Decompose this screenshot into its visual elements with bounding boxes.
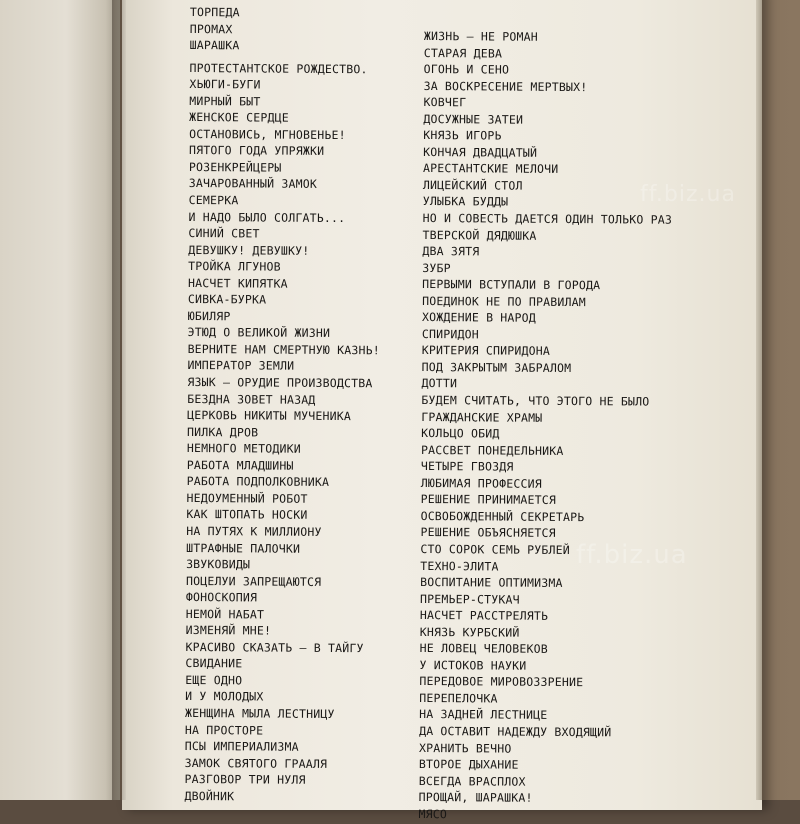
toc-entry: ХОЖДЕНИЕ В НАРОД [421, 310, 537, 326]
toc-entry: СЕМЕРКА [188, 193, 239, 208]
toc-entry: РЕШЕНИЕ ОБЪЯСНЯЕТСЯ [420, 525, 556, 541]
toc-entry: ПРОМАХ [189, 21, 233, 36]
watermark-bottom: ff.biz.ua [576, 540, 688, 570]
toc-entry: ШАРАШКА [189, 38, 240, 53]
toc-entry: ВОСПИТАНИЕ ОПТИМИЗМА [420, 575, 563, 591]
toc-entry: РАБОТА МЛАДШИНЫ [186, 457, 294, 473]
toc-entry: ДВОЙНИК [184, 788, 235, 804]
toc-entry: ПЯТОГО ГОДА УПРЯЖКИ [188, 143, 325, 159]
toc-entry: ЖИЗНЬ — НЕ РОМАН [423, 28, 538, 44]
toc-entry: СВИДАНИЕ [185, 656, 243, 671]
toc-entry: ГРАЖДАНСКИЕ ХРАМЫ [421, 409, 543, 425]
toc-entry: ПОД ЗАКРЫТЫМ ЗАБРАЛОМ [421, 359, 572, 375]
left-page [0, 0, 120, 800]
toc-entry: ПРОЩАЙ, ШАРАШКА! [418, 790, 533, 805]
toc-entry: НА ЗАДНЕЙ ЛЕСТНИЦЕ [419, 707, 548, 723]
toc-entry: ТВЕРСКОЙ ДЯДЮШКА [422, 227, 537, 243]
toc-entry: ЛИЦЕЙСКИЙ СТОЛ [422, 177, 523, 193]
toc-entry: СИНИЙ СВЕТ [188, 226, 260, 241]
toc-entry: ПОЕДИНОК НЕ ПО ПРАВИЛАМ [422, 293, 586, 309]
toc-entry: СИВКА-БУРКА [187, 292, 267, 307]
toc-entry: ВТОРОЕ ДЫХАНИЕ [418, 757, 519, 772]
toc-entry: БЕЗДНА ЗОВЕТ НАЗАД [187, 391, 316, 407]
book-gutter-shadow [112, 0, 126, 800]
toc-entry: ДОСУЖНЫЕ ЗАТЕИ [423, 111, 524, 127]
toc-entry: ПРОТЕСТАНТСКОЕ РОЖДЕСТВО. [189, 60, 368, 76]
toc-entry: ПИЛКА ДРОВ [186, 424, 259, 440]
toc-entry: ЦЕРКОВЬ НИКИТЫ МУЧЕНИКА [187, 408, 352, 424]
toc-entry: ЖЕНЩИНА МЫЛА ЛЕСТНИЦУ [185, 705, 335, 721]
toc-entry: ПРЕМЬЕР-СТУКАЧ [419, 591, 520, 607]
toc-entry: РАБОТА ПОДПОЛКОВНИКА [186, 474, 330, 490]
page-edge [756, 0, 762, 800]
toc-entry: ДА ОСТАВИТ НАДЕЖДУ ВХОДЯЩИЙ [419, 723, 612, 740]
toc-entry: ЛЮБИМАЯ ПРОФЕССИЯ [420, 475, 542, 491]
toc-entry: НА ПРОСТОРЕ [184, 722, 264, 738]
toc-entry: КОЛЬЦО ОБИД [421, 426, 500, 441]
toc-entry: И У МОЛОДЫХ [185, 689, 264, 704]
toc-entry: ЗУБР [422, 260, 451, 275]
toc-entry: ТЕХНО-ЭЛИТА [420, 558, 499, 574]
toc-entry: ЭТЮД О ВЕЛИКОЙ ЖИЗНИ [187, 325, 331, 341]
toc-entry: ЮБИЛЯР [187, 308, 231, 324]
toc-entry: РОЗЕНКРЕЙЦЕРЫ [188, 159, 282, 175]
toc-entry: ТОРПЕДА [189, 4, 240, 20]
toc-entry: ПЕРЕПЕЛОЧКА [419, 690, 498, 706]
toc-entry: ЗАЧАРОВАННЫЙ ЗАМОК [188, 176, 318, 192]
toc-entry: НЕМНОГО МЕТОДИКИ [186, 441, 301, 457]
toc-entry: НО И СОВЕСТЬ ДАЕТСЯ ОДИН ТОЛЬКО РАЗ [422, 211, 673, 227]
toc-entry: НАСЧЕТ КИПЯТКА [188, 275, 288, 291]
toc-entry: ЧЕТЫРЕ ГВОЗДЯ [420, 459, 514, 474]
toc-entry: ШТРАФНЫЕ ПАЛОЧКИ [186, 540, 301, 556]
toc-entry: ПОЦЕЛУИ ЗАПРЕЩАЮТСЯ [185, 573, 322, 589]
toc-entry: НАСЧЕТ РАССТРЕЛЯТЬ [419, 608, 549, 624]
toc-entry: ЗА ВОСКРЕСЕНИЕ МЕРТВЫХ! [423, 78, 588, 94]
toc-entry: ОГОНЬ И СЕНО [423, 62, 510, 77]
toc-entry: СПИРИДОН [421, 326, 479, 342]
toc-entry: УЛЫБКА БУДДЫ [422, 194, 509, 210]
toc-entry: СТО СОРОК СЕМЬ РУБЛЕЙ [420, 541, 571, 557]
toc-entry: КРАСИВО СКАЗАТЬ — В ТАЙГУ [185, 639, 364, 656]
toc-entry: И НАДО БЫЛО СОЛГАТЬ... [188, 209, 346, 225]
toc-entry: НА ПУТЯХ К МИЛЛИОНУ [186, 523, 322, 539]
toc-entry: ЕЩЕ ОДНО [185, 672, 243, 688]
toc-entry: ИМПЕРАТОР ЗЕМЛИ [187, 358, 295, 374]
toc-entry: КАК ШТОПАТЬ НОСКИ [186, 507, 308, 523]
toc-entry: ВСЕГДА ВРАСПЛОХ [418, 773, 526, 789]
toc-entry: ОСВОБОЖДЕННЫЙ СЕКРЕТАРЬ [420, 508, 585, 524]
toc-entry: ЯЗЫК — ОРУДИЕ ПРОИЗВОДСТВА [187, 375, 373, 391]
toc-entry: НЕДОУМЕННЫЙ РОБОТ [186, 490, 308, 506]
toc-entry: АРЕСТАНТСКИЕ МЕЛОЧИ [422, 161, 559, 177]
toc-entry: КОВЧЕГ [423, 95, 467, 110]
toc-entry: СТАРАЯ ДЕВА [423, 45, 503, 61]
toc-entry: ПСЫ ИМПЕРИАЛИЗМА [184, 739, 299, 754]
toc-entry: КНЯЗЬ КУРБСКИЙ [419, 624, 520, 640]
toc-left-column [184, 4, 382, 806]
toc-entry: ДОТТИ [421, 376, 458, 391]
toc-entry: ЗВУКОВИДЫ [186, 557, 251, 572]
toc-entry: МИРНЫЙ БЫТ [189, 93, 261, 109]
toc-entry: ПЕРВЫМИ ВСТУПАЛИ В ГОРОДА [422, 277, 601, 293]
toc-entry: КОНЧАЯ ДВАДЦАТЫЙ [423, 144, 538, 160]
toc-entry: ЗАМОК СВЯТОГО ГРААЛЯ [184, 755, 328, 771]
toc-entry: РАССВЕТ ПОНЕДЕЛЬНИКА [421, 442, 564, 458]
toc-entry: РАЗГОВОР ТРИ НУЛЯ [184, 772, 306, 787]
toc-right-column [418, 28, 673, 824]
toc-entry: ТРОЙКА ЛГУНОВ [188, 259, 281, 274]
toc-entry: У ИСТОКОВ НАУКИ [419, 657, 527, 673]
toc-entry: РЕШЕНИЕ ПРИНИМАЕТСЯ [420, 492, 557, 508]
watermark-top: ff.biz.ua [640, 182, 736, 207]
toc-entry: КРИТЕРИЯ СПИРИДОНА [421, 343, 551, 359]
toc-entry: ДЕВУШКУ! ДЕВУШКУ! [188, 242, 310, 258]
toc-entry: ХЬЮГИ-БУГИ [189, 77, 261, 92]
toc-entry: ПЕРЕДОВОЕ МИРОВОЗЗРЕНИЕ [419, 674, 584, 690]
toc-entry: НЕ ЛОВЕЦ ЧЕЛОВЕКОВ [419, 641, 548, 657]
toc-entry: БУДЕМ СЧИТАТЬ, ЧТО ЭТОГО НЕ БЫЛО [421, 393, 650, 409]
toc-entry: ХРАНИТЬ ВЕЧНО [418, 740, 512, 756]
toc-entry: НЕМОЙ НАБАТ [185, 606, 265, 622]
toc-entry: ЖЕНСКОЕ СЕРДЦЕ [189, 110, 289, 125]
toc-entry: ДВА ЗЯТЯ [422, 244, 480, 259]
toc-entry: ФОНОСКОПИЯ [185, 590, 258, 605]
toc-entry: МЯСО [418, 806, 448, 821]
toc-entry: ВЕРНИТЕ НАМ СМЕРТНУЮ КАЗНЬ! [187, 341, 380, 358]
toc-entry: ИЗМЕНЯЙ МНЕ! [185, 623, 272, 638]
toc-entry: КНЯЗЬ ИГОРЬ [423, 128, 502, 143]
toc-entry: ОСТАНОВИСЬ, МГНОВЕНЬЕ! [189, 126, 346, 142]
